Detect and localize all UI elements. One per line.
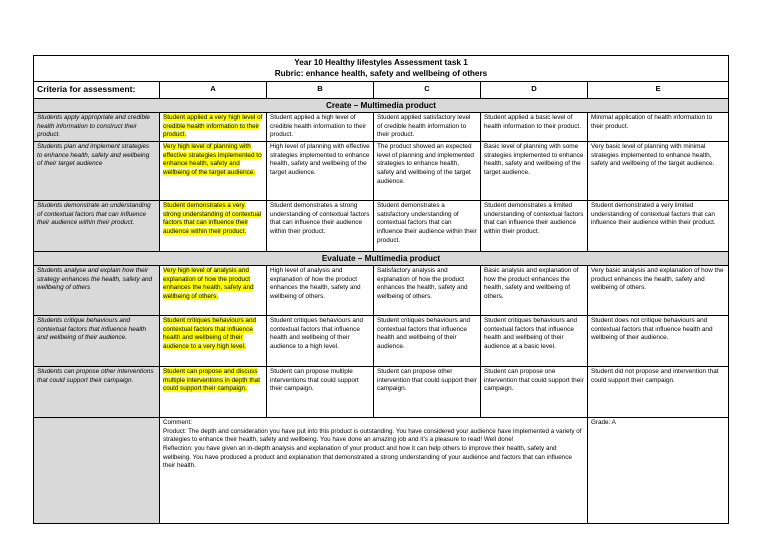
grade-cell-d: Basic analysis and explanation of how the product enhances the health, safety and wellbeing of others. xyxy=(481,266,588,316)
grade-cell-c: The product showed an expected level of planning and implemented strategies to enhance health, safety and wellbeing of the target audience. xyxy=(374,141,481,200)
grade-cell-e: Student does not critique behaviours and contextual factors that influence health and wellbeing of their audience. xyxy=(588,316,729,367)
criterion-cell: Students apply appropriate and credible health information to construct their product. xyxy=(34,112,160,141)
rubric-row xyxy=(34,266,729,316)
grade-cell-d: Student demonstrates a limited understanding of contextual factors that can influence their audience within their product. xyxy=(481,200,588,251)
comment-row xyxy=(34,418,729,524)
title-cell xyxy=(34,56,729,82)
criteria-header: Criteria for assessment: xyxy=(34,82,160,99)
grade-cell-d: Basic level of planning with some strategies implemented to enhance health, safety and wellbeing of the target audience. xyxy=(481,141,588,200)
grade-cell-e: Minimal application of health information to their product. xyxy=(588,112,729,141)
highlighted-descriptor: Very high level of analysis and explanation of how the product enhances the health, safety and wellbeing of others. xyxy=(163,267,254,300)
comment-cell xyxy=(160,418,588,524)
grade-cell-e: Very basic analysis and explanation of how the product enhances the health, safety and wellbeing of others. xyxy=(588,266,729,316)
grade-cell-b: Student applied a high level of credible health information to their product. xyxy=(267,112,374,141)
grade-cell-c: Satisfactory analysis and explanation of how the product enhances the health, safety and wellbeing of others. xyxy=(374,266,481,316)
grade-header-d: D xyxy=(481,82,588,99)
assessment-rubric-table xyxy=(33,55,729,524)
grade-cell-c: Student critiques behaviours and contextual factors that influence health and wellbeing of their audience. xyxy=(374,316,481,367)
grade-cell-e: Student demonstrated a very limited understanding of contextual factors that can influence their audience within their product. xyxy=(588,200,729,251)
grade-cell-a xyxy=(160,112,267,141)
grade-cell-d: Student critiques behaviours and contextual factors that influence health and wellbeing of their audience at a basic level. xyxy=(481,316,588,367)
grade-header-b: B xyxy=(267,82,374,99)
rubric-row xyxy=(34,367,729,418)
rubric-subtitle: Rubric: enhance health, safety and wellbeing of others xyxy=(274,68,488,78)
criterion-cell: Students plan and implement strategies to enhance health, safety and wellbeing of their target audience xyxy=(34,141,160,200)
comment-row-spacer xyxy=(34,418,160,524)
rubric-row xyxy=(34,141,729,200)
grade-cell-b: High level of analysis and explanation of how the product enhances the health, safety and wellbeing of others. xyxy=(267,266,374,316)
comment-product-text: Product: The depth and consideration you have put into this product is outstanding. You have considered your audience have implemented a variety of strategies to enhance their health, safety and wellbeing. You have done an amazing job and it’s a pleasure to read! Well done! xyxy=(163,427,582,444)
grade-cell-c: Student applied satisfactory level of credible health information to their product. xyxy=(374,112,481,141)
grade-cell-a xyxy=(160,367,267,418)
criterion-cell: Students analyse and explain how their strategy enhances the health, safety and wellbeing of others xyxy=(34,266,160,316)
grade-cell-a xyxy=(160,266,267,316)
grade-cell-e: Very basic level of planning with minimal strategies implemented to enhance health, safety and wellbeing of the target audience. xyxy=(588,141,729,200)
grade-header-a: A xyxy=(160,82,267,99)
highlighted-descriptor: Student can propose and discuss multiple interventions in depth that could support their campaign. xyxy=(163,368,260,393)
grade-cell-a xyxy=(160,200,267,251)
comment-label: Comment: xyxy=(163,419,193,427)
grade-cell-c: Student demonstrates a satisfactory understanding of contextual factors that can influence their audience within their product. xyxy=(374,200,481,251)
highlighted-descriptor: Student applied a very high level of credible health information to their product. xyxy=(163,113,263,139)
grade-result-cell xyxy=(588,418,729,524)
header-row xyxy=(34,82,729,99)
comment-reflection-text: Reflection: you have given an in-depth analysis and explanation of your product and how it can help others to improve their health, safety and wellbeing. You have produced a product and explanation that demonstrated a strong understanding of your audience and factors that can influence their health. xyxy=(163,445,572,470)
section-heading-evaluate: Evaluate – Multimedia product xyxy=(34,251,729,265)
criterion-cell: Students can propose other interventions that could support their campaign. xyxy=(34,367,160,418)
section-heading-row xyxy=(34,98,729,112)
grade-cell-b: Student demonstrates a strong understanding of contextual factors that can influence their audience within their product. xyxy=(267,200,374,251)
section-heading-create: Create – Multimedia product xyxy=(34,98,729,112)
grade-cell-b: Student can propose multiple interventions that could support their campaign. xyxy=(267,367,374,418)
criterion-cell: Students demonstrate an understanding of contextual factors that can influence their audience within their product. xyxy=(34,200,160,251)
grade-header-e: E xyxy=(588,82,729,99)
grade-result: Grade: A xyxy=(591,419,616,427)
highlighted-descriptor: Very high level of planning with effective strategies implemented to enhance health, safety and wellbeing of the target audience. xyxy=(163,142,262,176)
highlighted-descriptor: Student demonstrates a very strong understanding of contextual factors that can influence their audience within their product. xyxy=(163,201,262,235)
rubric-title: Year 10 Healthy lifestyles Assessment task 1 xyxy=(294,58,468,67)
grade-cell-e: Student did not propose and intervention that could support their campaign. xyxy=(588,367,729,418)
grade-header-c: C xyxy=(374,82,481,99)
grade-cell-d: Student can propose one intervention that could support their campaign. xyxy=(481,367,588,418)
rubric-row xyxy=(34,112,729,141)
grade-cell-b: Student critiques behaviours and contextual factors that influence health and wellbeing of their audience to a high level. xyxy=(267,316,374,367)
grade-cell-a xyxy=(160,316,267,367)
grade-cell-a xyxy=(160,141,267,200)
rubric-row xyxy=(34,316,729,367)
grade-cell-d: Student applied a basic level of health information to their product. xyxy=(481,112,588,141)
highlighted-descriptor: Student critiques behaviours and contextual factors that influence health and wellbeing of their audience to a very high level. xyxy=(163,317,257,350)
rubric-row xyxy=(34,200,729,251)
criterion-cell: Students critique behaviours and contextual factors that influence health and wellbeing of their audience. xyxy=(34,316,160,367)
grade-cell-b: High level of planning with effective strategies implemented to enhance health, safety and wellbeing of the target audience. xyxy=(267,141,374,200)
title-row xyxy=(34,56,729,82)
section-heading-row xyxy=(34,251,729,265)
grade-cell-c: Student can propose other intervention that could support their campaign. xyxy=(374,367,481,418)
